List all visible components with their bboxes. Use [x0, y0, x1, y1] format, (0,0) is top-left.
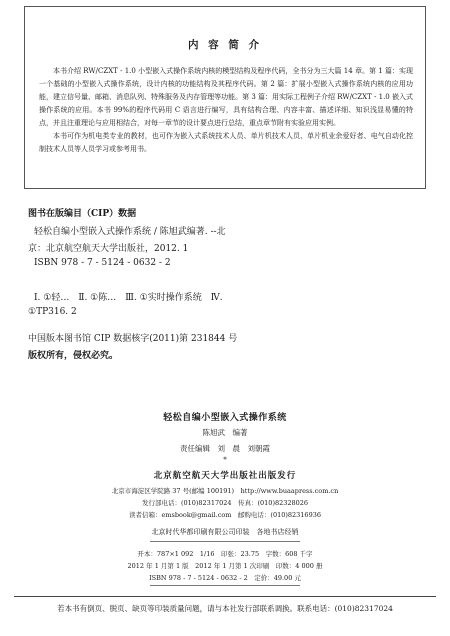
- edition-line: 2012 年 1 月第 1 版 2012 年 1 月第 1 次印刷 印数：4 000 册: [127, 562, 323, 570]
- summary-paragraph-2: 本书可作为机电类专业的教材，也可作为嵌入式系统技术人员、单片机技术人员、单片机业余爱好者、电气自动化控制技术人员等人员学习或参考用书。: [39, 132, 413, 153]
- notice-rule: [14, 596, 436, 597]
- publisher-line: 北京航空航天大学出版社出版发行: [153, 471, 297, 481]
- cip-title-line: 轻松自编小型嵌入式操作系统 / 陈旭武编著. --北: [34, 227, 226, 237]
- author-line: 陈旭武 编著: [202, 428, 248, 437]
- content-summary-title: 内 容 简 介: [188, 39, 262, 51]
- printer-line: 北京时代华都印刷有限公司印装 各地书店经销: [151, 528, 299, 536]
- separator-star: *: [223, 456, 227, 464]
- cip-classification-line: ①TP316. 2: [28, 307, 77, 317]
- cip-publisher-line: 京：北京航空航天大学出版社，2012. 1: [28, 244, 189, 254]
- phone-line: 发行部电话：(010)82317024 传真：(010)82328026: [141, 499, 309, 507]
- quality-notice: 若本书有倒页、脱页、缺页等印装质量问题，请与本社发行部联系调换。联系电话：(010)82317024: [57, 604, 393, 613]
- cip-heading: 图书在版编目（CIP）数据: [28, 209, 137, 219]
- address-line: 北京市海淀区学院路 37 号(邮编 100191) http://www.buaapress.com.cn: [111, 487, 339, 495]
- summary-paragraph-1: 本书介绍 RW/CZXT - 1.0 小型嵌入式操作系统内核的模型结构及程序代码，全书分为三大篇 14 章。第 1 篇：实现一个基础的小型嵌入式操作系统，设计内核的功能结构及其程序代码。第 2 篇：扩展小型嵌入式操作系统内核的应用功能，建立信号量、邮箱、消息队列、特殊服务及内存管理等功能。第 3 篇：用实际工程例子介绍 RW/CZXT - 1.0 嵌入式操作系统的应用。本书 99%的程序代码用 C 语言进行编写，具有结构合理、内容丰富、描述详细、知识浅显易懂的特点，并且注重理论与应用相结合，对每一章节的设计要点进行总结，重点章节附有实验应用实例。: [39, 67, 413, 127]
- editors-line: 责任编辑 刘 晨 刘朝霞: [180, 444, 270, 453]
- specs-line: 开本：787×1 092 1/16 印张：23.75 字数：608 千字: [137, 550, 313, 558]
- content-summary-box: [24, 6, 426, 189]
- divider: [150, 541, 300, 542]
- isbn-price-line: ISBN 978 - 7 - 5124 - 0632 - 2 定价：49.00 元: [149, 574, 301, 582]
- rights-statement: 版权所有，侵权必究。: [28, 351, 119, 361]
- email-line: 读者信箱：emsbook@gmail.com 邮购电话：(010)82316936: [129, 511, 321, 519]
- book-title: 轻松自编小型嵌入式操作系统: [163, 413, 287, 423]
- divider: [150, 585, 300, 586]
- content-summary-text: [39, 65, 413, 156]
- cip-data-number: 中国版本图书馆 CIP 数据核字(2011)第 231844 号: [28, 334, 238, 344]
- cip-subject-line: Ⅰ. ①轻… Ⅱ. ①陈… Ⅲ. ①实时操作系统 Ⅳ.: [34, 293, 223, 303]
- cip-isbn-line: ISBN 978 - 7 - 5124 - 0632 - 2: [34, 258, 171, 268]
